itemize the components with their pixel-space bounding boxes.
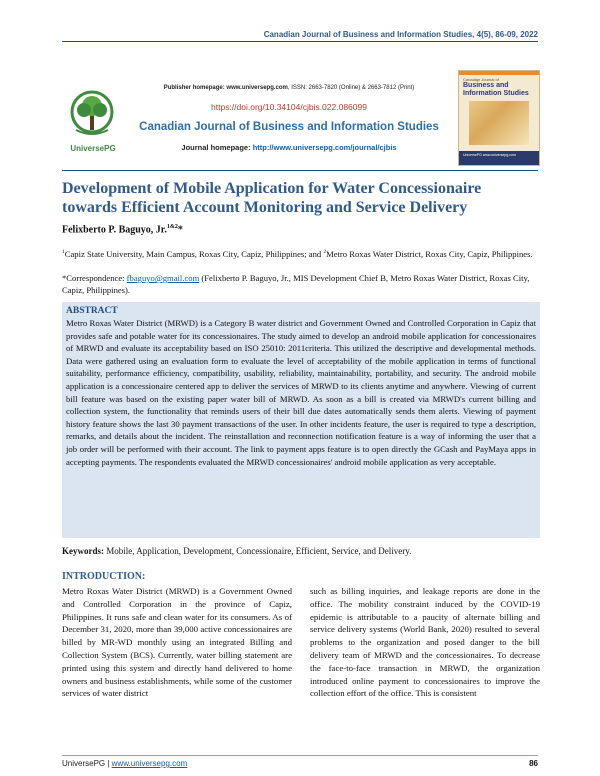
cover-bottom-bar — [459, 151, 539, 165]
author-affil-sup: 1&2 — [166, 224, 178, 230]
affil-1: Capiz State University, Main Campus, Roxas City, Capiz, Philippines; and — [64, 248, 324, 259]
intro-column-right: such as billing inquiries, and leakage reports are done in the office. The mobility constraint induced by the COVID-19 epidemic is attributable to a paucity of alternate billing and service delivery systems (World Bank, 2020) resulted to several problems to the organization and posed danger to the bill delivery team of MRWD and the concessionaires. To decrease the face-to-face transaction in MRWD, the organization introduced online payment to concessionaires to improve the collection effort of the office. This is consistent — [310, 586, 540, 699]
footer-prefix: UniversePG | — [62, 759, 112, 768]
page-number: 86 — [529, 759, 538, 768]
footer-link[interactable]: www.universepg.com — [111, 759, 188, 768]
corr-details: (Felixberto P. Baguyo, Jr., MIS Development Chief B, Metro Roxas Water District, Roxas City, Capiz, Philippines). — [62, 273, 530, 295]
cover-image — [469, 101, 529, 145]
keywords-text: Mobile, Application, Development, Concessionaire, Efficient, Service, and Delivery. — [104, 546, 412, 556]
affil-1-sup: 1 — [62, 249, 65, 255]
author — [62, 224, 183, 235]
journal-homepage-line — [124, 143, 454, 152]
journal-home-prefix: Journal homepage: — [181, 143, 251, 152]
journal-home-link[interactable]: http://www.universepg.com/journal/cjbis — [252, 143, 397, 152]
footer-publisher — [62, 759, 187, 768]
introduction-heading: INTRODUCTION: — [62, 571, 146, 582]
abstract-heading: ABSTRACT — [66, 306, 118, 316]
publisher-line — [124, 85, 454, 91]
cover-top-band — [459, 71, 539, 75]
author-mark: * — [177, 224, 183, 236]
corr-prefix: *Correspondence: — [62, 273, 127, 283]
header-rule-bottom — [62, 170, 538, 171]
cover-bar-text: UniversePG www.universepg.com — [463, 153, 516, 157]
cover-title: Business and Information Studies — [463, 82, 529, 97]
intro-column-left: Metro Roxas Water District (MRWD) is a Government Owned and Controlled Corporation in the province of Capiz, Philippines. It runs safe and clean water for its consumers. As of December 31, 2020, more than 39,000 active concessionaires are billed by MR-WD monthly using an integrated Billing and Collection System (BCS). Currently, water billing statement are printed using this system and directly hand delivered to home owners and business establishments, while some of the customer services of water district — [62, 586, 292, 699]
publisher-prefix: Publisher homepage: — [163, 85, 225, 91]
footer-rule — [62, 755, 538, 756]
keywords-label: Keywords: — [62, 546, 104, 556]
publisher-issn: , ISSN: 2663-7820 (Online) & 2663-7812 (Print) — [287, 85, 415, 91]
affil-2-sup: 2 — [323, 249, 327, 255]
keywords — [62, 546, 540, 556]
logo-text: UniversePG — [70, 144, 116, 153]
article-title: Development of Mobile Application for Water Concessionaire towards Efficient Account Monitoring and Service Delivery — [62, 180, 482, 216]
corr-email[interactable]: fbaguyo@gmail.com — [126, 273, 200, 283]
author-name: Felixberto P. Baguyo, Jr. — [62, 224, 167, 236]
journal-cover — [458, 70, 540, 166]
affil-2: Metro Roxas Water District, Roxas City, Capiz, Philippines. — [326, 248, 533, 259]
cover-small-text: Canadian Journal of — [463, 77, 499, 82]
journal-title: Canadian Journal of Business and Information Studies — [139, 121, 439, 133]
correspondence — [62, 272, 540, 296]
affiliations — [62, 246, 540, 260]
publisher-url[interactable]: www.universepg.com — [226, 85, 288, 91]
header-rule-top — [62, 41, 538, 42]
doi-link[interactable]: https://doi.org/10.34104/cjbis.022.086099 — [211, 102, 367, 112]
running-head: Canadian Journal of Business and Information Studies, 4(5), 86-09, 2022 — [263, 30, 538, 39]
abstract-text: Metro Roxas Water District (MRWD) is a Category B water district and Government Owned and Controlled Corporation in Capiz that provides safe and potable water for its concessionaires. The study aimed to develop an android mobile application for concessionaires of MRWD and evaluate its acceptability based on ISO 25010: 2011criteria. This utilized the descriptive and developmental methods. Data were gathered using an evaluation form to evaluate the level of acceptability of the mobile application in terms of functional suitability, performance efficiency, compatibility, usability, reliability, maintainability, portability, and security. The android mobile application is a concessionaire centered app to deliver the services of MRWD to its clients anytime and anywhere. Viewing of current bill feature was based on the existing paper water bill of MRWD. As soon as a bill is created via MRWD's current billing and collection system, the functionality that reminds users of their bill due dates automatically sends them alerts. Viewing of payment history feature shows the last 30 payment transactions of the user. In other incidents feature, the user is required to type a description, remarks, and details about the incident. The reinstallation and reconnection notification feature is a way of informing the user that a job order will be performed with their account. The link to payment apps feature is to open directly the GCash and PayMaya apps in accepting payments. The respondents evaluated the MRWD concessionaires' android mobile application as very acceptable. — [66, 318, 536, 467]
